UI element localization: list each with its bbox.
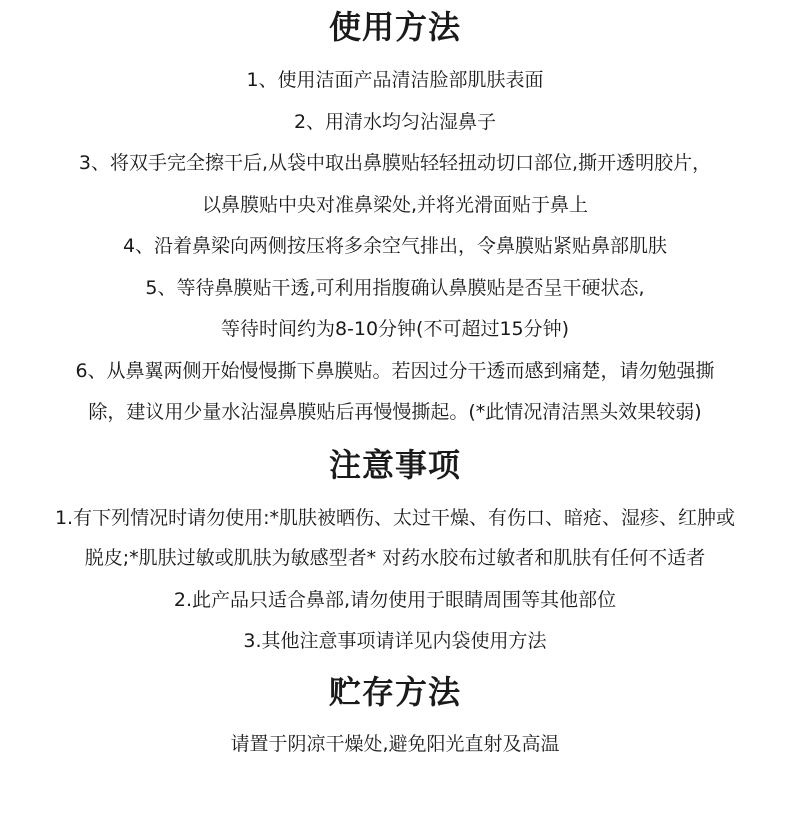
usage-heading: 使用方法 — [328, 8, 461, 46]
usage-line-6: 5、等待鼻膜贴干透,可利用指腹确认鼻膜贴是否呈干硬状态, — [145, 277, 645, 299]
storage-heading: 贮存方法 — [328, 673, 461, 711]
cautions-line-4: 3.其他注意事项请详见内袋使用方法 — [243, 630, 547, 652]
usage-line-5: 4、沿着鼻梁向两侧按压将多余空气排出，令鼻膜贴紧贴鼻部肌肤 — [122, 235, 668, 257]
usage-line-3: 3、将双手完全擦干后,从袋中取出鼻膜贴轻轻扭动切口部位,撕开透明胶片， — [78, 152, 712, 174]
storage-line-1: 请置于阴凉干燥处,避免阳光直射及高温 — [230, 733, 560, 755]
usage-line-7: 等待时间约为8-10分钟(不可超过15分钟) — [220, 318, 570, 340]
usage-line-2: 2、用清水均匀沾湿鼻子 — [293, 111, 497, 133]
usage-line-1: 1、使用洁面产品清洁脸部肌肤表面 — [246, 69, 544, 91]
usage-line-8: 6、从鼻翼两侧开始慢慢撕下鼻膜贴。若因过分干透而感到痛楚，请勿勉强撕 — [75, 360, 715, 382]
usage-line-9: 除，建议用少量水沾湿鼻膜贴后再慢慢撕起。(*此情况清洁黑头效果较弱) — [88, 401, 702, 423]
cautions-heading: 注意事项 — [328, 446, 461, 484]
cautions-line-3: 2.此产品只适合鼻部,请勿使用于眼睛周围等其他部位 — [173, 589, 617, 611]
cautions-line-1: 1.有下列情况时请勿使用:*肌肤被晒伤、太过干燥、有伤口、暗疮、湿疹、红肿或 — [54, 507, 736, 529]
usage-line-4: 以鼻膜贴中央对准鼻梁处,并将光滑面贴于鼻上 — [201, 194, 589, 216]
cautions-line-2: 脱皮;*肌肤过敏或肌肤为敏感型者* 对药水胶布过敏者和肌肤有任何不适者 — [84, 547, 706, 569]
